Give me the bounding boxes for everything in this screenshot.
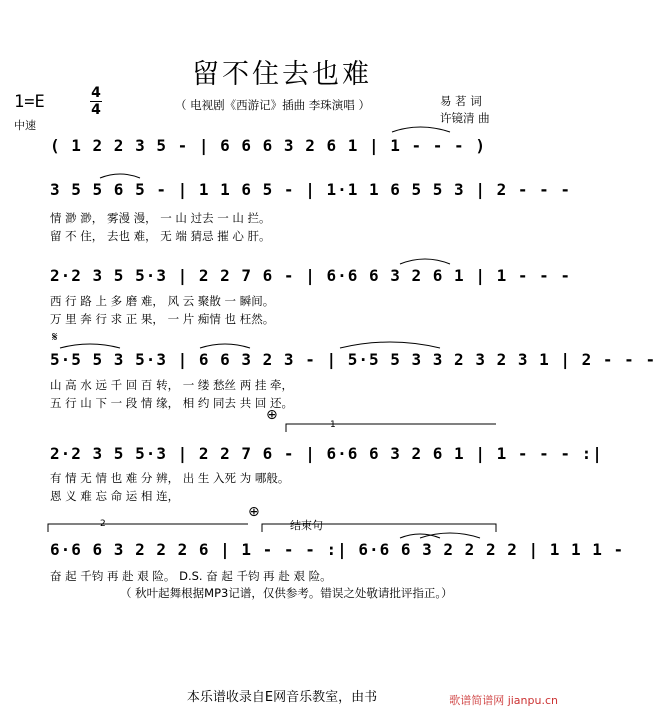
system-3-lyrics-verse-2: 万 里 奔 行 求 正 果， 一 片 痴情 也 枉然。	[50, 312, 275, 326]
slur	[400, 259, 450, 264]
ending-label: 结束句	[290, 519, 323, 532]
system-4-lyrics-verse-2: 五 行 山 下 一 段 情 缘， 相 约 同去 共 回 还。	[50, 396, 294, 410]
system-5-lyrics-verse-2: 恩 义 难 忘 命 运 相 连，	[50, 489, 180, 503]
tempo-marking: 中速	[14, 119, 36, 132]
system-3-lyrics-verse-1: 西 行 路 上 多 磨 难， 风 云 聚散 一 瞬间。	[50, 294, 275, 308]
slur	[100, 174, 140, 178]
time-signature-bottom: 4	[91, 102, 101, 118]
key-label: 1=E	[14, 92, 45, 112]
system-2-lyrics-verse-1: 情 渺 渺， 雾漫 漫， 一 山 过去 一 山 拦。	[50, 211, 271, 225]
composer-credit: 许镜清 曲	[440, 111, 490, 125]
volta-1-bracket	[286, 424, 496, 432]
slur	[340, 342, 440, 348]
coda-sign-2: ⊕	[248, 504, 260, 520]
transcription-note: （ 秋叶起舞根据MP3记谱，仅供参考。错误之处敬请批评指正。）	[120, 586, 453, 600]
coda-sign: ⊕	[266, 407, 278, 423]
system-2-notes: 3 5 5 6 5 - | 1 1 6 5 - | 1·1 1 6 5 5 3 | 2 - - -	[50, 180, 572, 199]
system-6-notes: 6·6 6 3 2 2 2 6 | 1 - - - :| 6·6 6 3 2 2 2 2 | 1 1 1 -	[50, 540, 625, 559]
ending-bracket	[262, 524, 496, 532]
system-4-lyrics-verse-1: 山 高 水 远 千 回 百 转， 一 缕 愁丝 两 挂 牵，	[50, 378, 294, 392]
slur	[420, 533, 480, 538]
slur	[60, 344, 120, 348]
song-title: 留不住去也难	[192, 59, 372, 90]
volta-2-label: 2	[100, 519, 106, 529]
segno-sign: 𝄋	[52, 330, 58, 345]
system-6-lyrics-verse-1: 奋 起 千钧 再 赴 艰 险。 D.S. 奋 起 千钧 再 赴 艰 险。	[50, 569, 332, 583]
lyricist-credit: 易 茗 词	[440, 94, 482, 108]
system-3-notes: 2·2 3 5 5·3 | 2 2 7 6 - | 6·6 6 3 2 6 1 | 1 - - -	[50, 266, 572, 285]
slur	[200, 344, 250, 348]
system-1-notes: ( 1 2 2 3 5 - | 6 6 6 3 2 6 1 | 1 - - - )	[50, 136, 486, 155]
time-signature-top: 4	[91, 85, 101, 101]
volta-1-label: 1	[330, 420, 336, 430]
volta-2-bracket	[48, 524, 248, 532]
system-5-notes: 2·2 3 5 5·3 | 2 2 7 6 - | 6·6 6 3 2 6 1 | 1 - - - :|	[50, 444, 603, 463]
system-4-notes: 5·5 5 3 5·3 | 6 6 3 2 3 - | 5·5 5 3 3 2 3 2 3 1 | 2 - - -	[50, 350, 656, 369]
watermark: 歌谱简谱网 jianpu.cn	[449, 694, 558, 707]
song-subtitle: （ 电视剧《西游记》插曲 李珠演唱 ）	[175, 98, 370, 112]
system-5-lyrics-verse-1: 有 情 无 情 也 难 分 辨， 出 生 入死 为 哪般。	[50, 471, 290, 485]
system-2-lyrics-verse-2: 留 不 住， 去也 难， 无 端 猜忌 摧 心 肝。	[50, 229, 271, 243]
slur	[392, 127, 450, 132]
footer-text: 本乐谱收录自E网音乐教室，由书	[186, 690, 378, 705]
